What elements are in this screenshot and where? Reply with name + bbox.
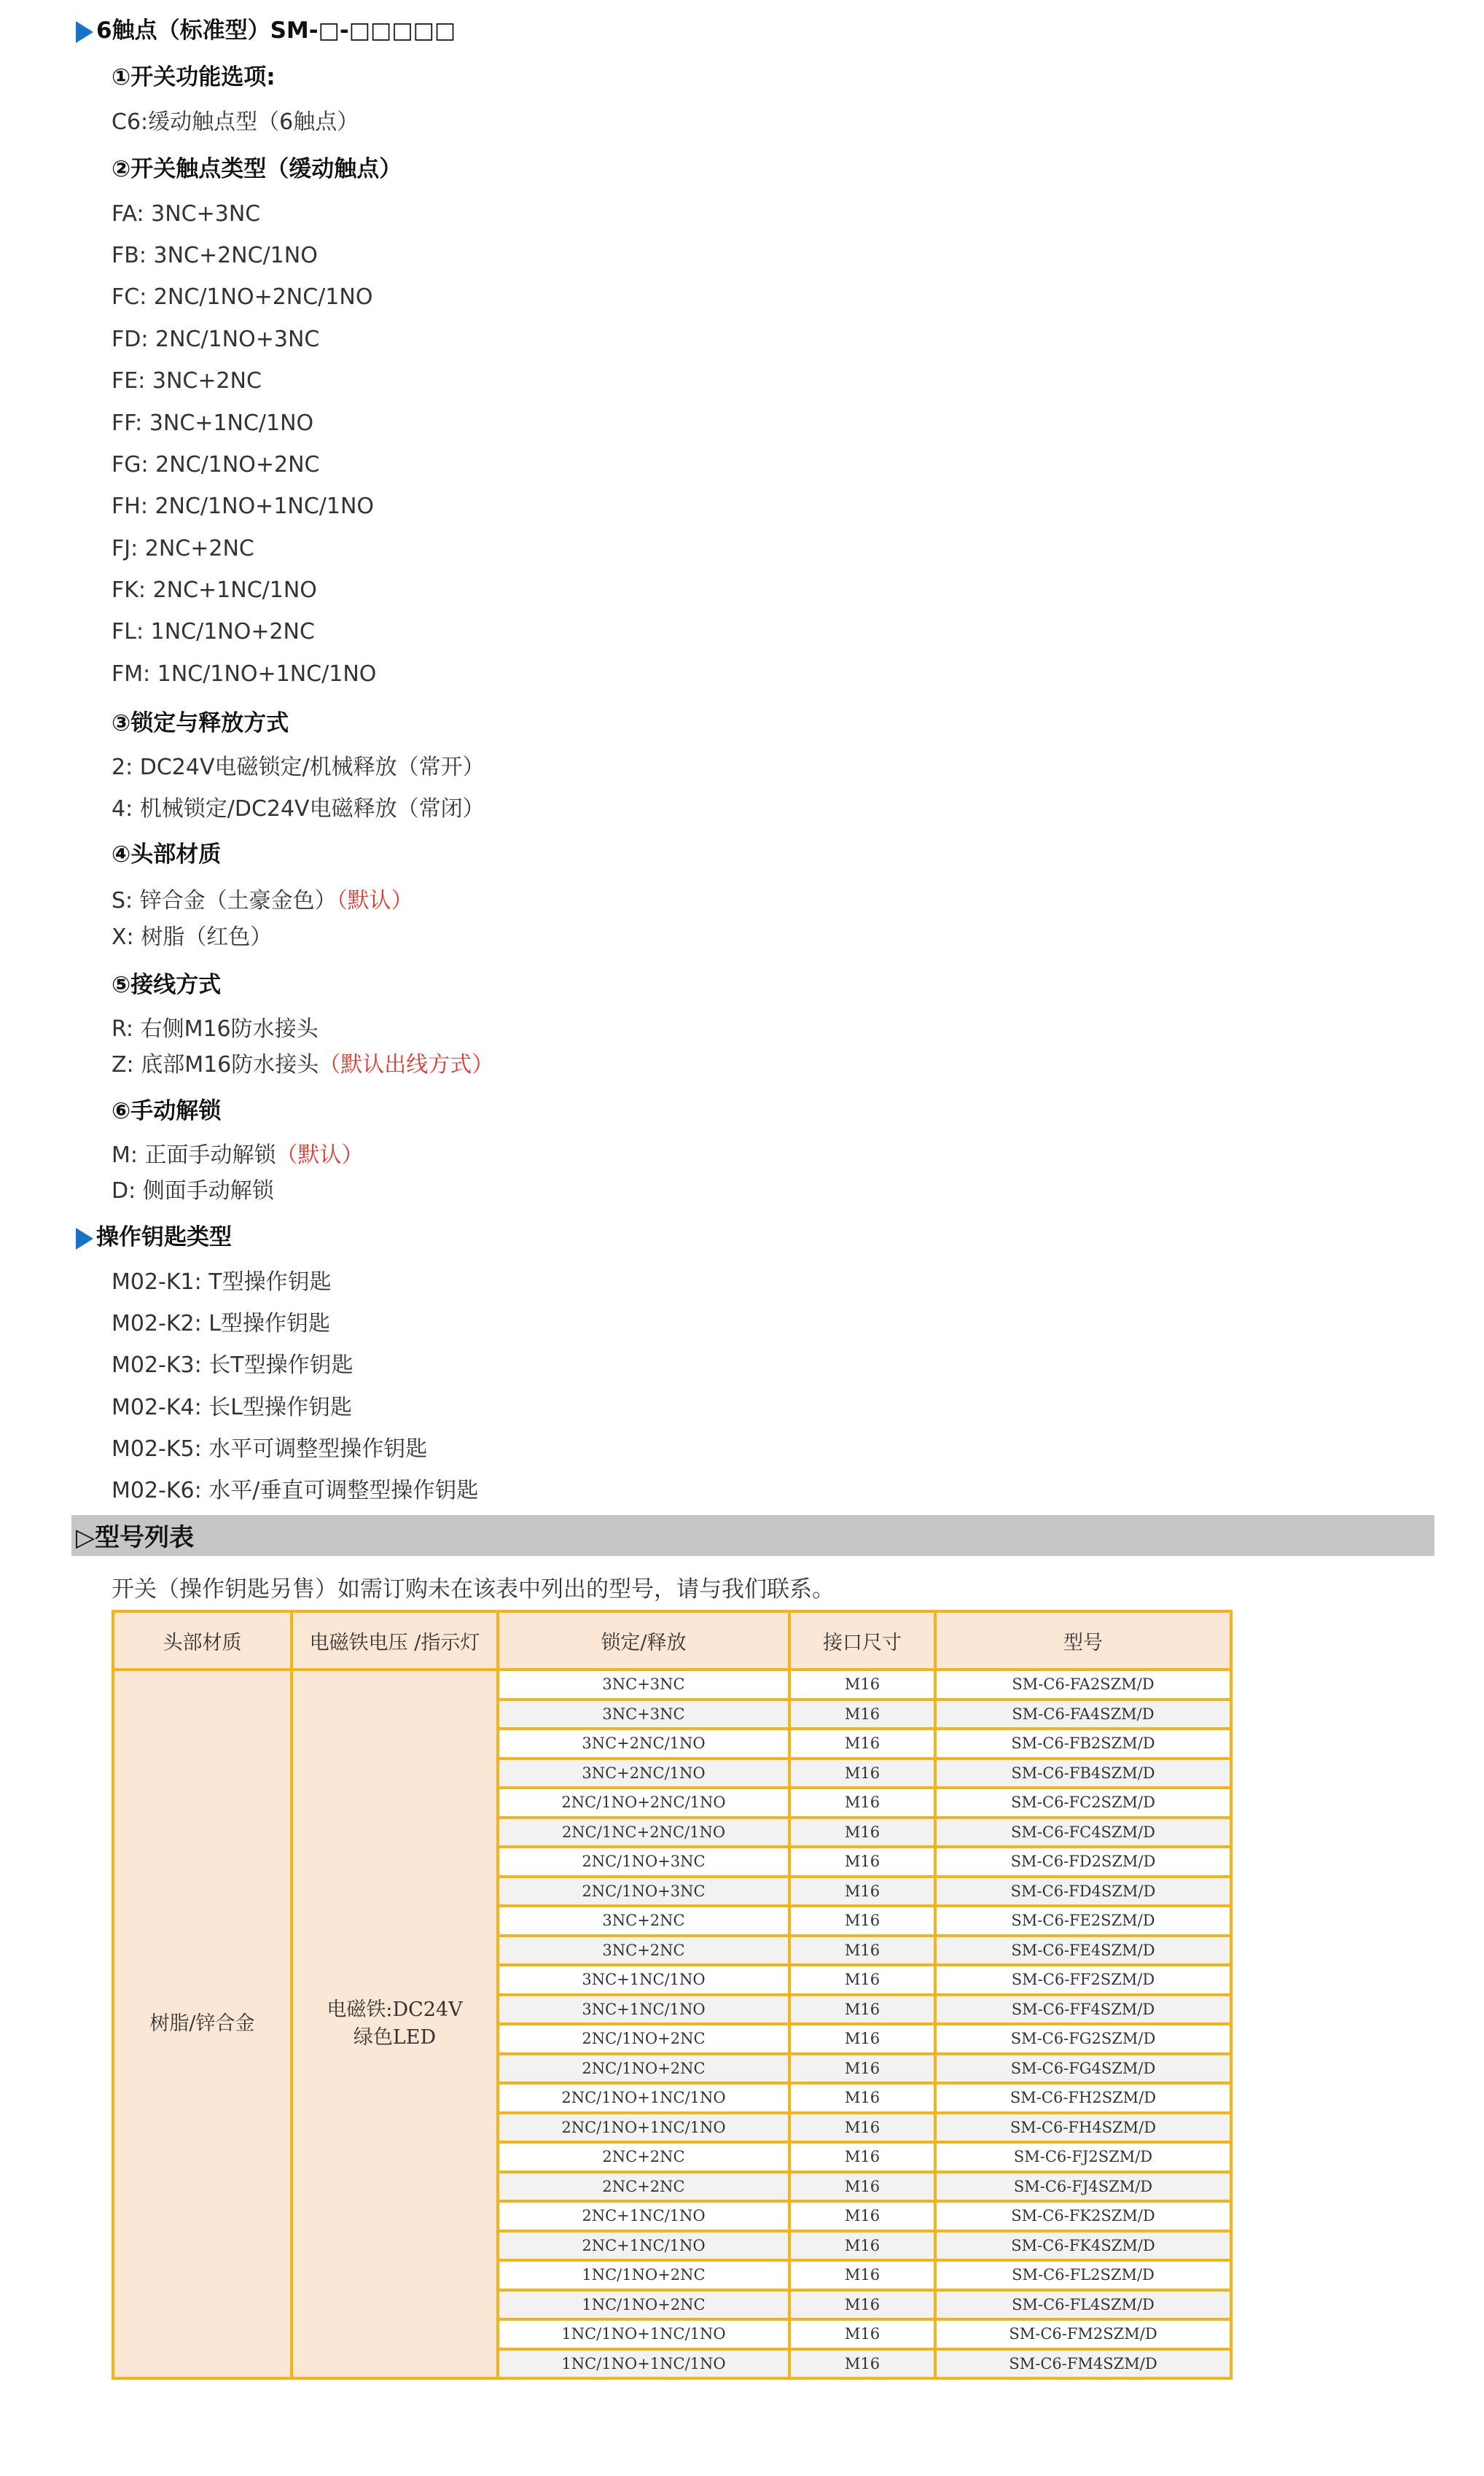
model-cell: SM-C6-FG4SZM/D	[935, 2054, 1231, 2084]
model-cell: SM-C6-FA4SZM/D	[935, 1700, 1231, 1729]
wiring-text: Z: 底部M16防水接头	[112, 1052, 319, 1078]
interface-size-cell: M16	[789, 2172, 935, 2202]
default-note: （默认出线方式）	[319, 1052, 494, 1078]
lock-release-cell: 2NC+2NC	[498, 2142, 789, 2172]
interface-size-cell: M16	[789, 2113, 935, 2143]
contact-type-item: FG: 2NC/1NO+2NC	[112, 452, 320, 478]
model-cell: SM-C6-FB4SZM/D	[935, 1759, 1231, 1788]
model-cell: SM-C6-FE4SZM/D	[935, 1936, 1231, 1966]
interface-size-cell: M16	[789, 2231, 935, 2261]
interface-size-cell: M16	[789, 1936, 935, 1966]
lock-release-cell: 1NC/1NO+2NC	[498, 2290, 789, 2320]
voltage-cell-line: 电磁铁:DC24V	[327, 1998, 463, 2021]
contact-type-item: FJ: 2NC+2NC	[112, 536, 254, 561]
switch-function-item: C6:缓动触点型（6触点）	[112, 109, 359, 135]
head-material-item	[112, 882, 413, 914]
key-type-item: M02-K2: L型操作钥匙	[112, 1311, 330, 1336]
contact-type-item: FF: 3NC+1NC/1NO	[112, 410, 314, 436]
interface-size-cell: M16	[789, 1847, 935, 1877]
lock-release-cell: 2NC/1NO+2NC/1NO	[498, 1788, 789, 1818]
contact-type-item: FB: 3NC+2NC/1NO	[112, 243, 318, 268]
table-row	[113, 1670, 1231, 1700]
model-list-band	[71, 1515, 1434, 1556]
lock-release-cell: 2NC/1NO+1NC/1NO	[498, 2113, 789, 2143]
contact-type-item: FM: 1NC/1NO+1NC/1NO	[112, 661, 377, 687]
voltage-cell	[292, 1670, 498, 2378]
lock-release-cell: 2NC/1NO+3NC	[498, 1847, 789, 1877]
interface-size-cell: M16	[789, 2349, 935, 2379]
wiring-item	[112, 1046, 493, 1078]
model-cell: SM-C6-FF4SZM/D	[935, 1995, 1231, 2025]
lock-release-cell: 3NC+3NC	[498, 1700, 789, 1729]
interface-size-cell: M16	[789, 1759, 935, 1788]
contact-type-item: FC: 2NC/1NO+2NC/1NO	[112, 284, 373, 310]
section-title-text: 6触点（标准型）SM-□-□□□□□	[96, 17, 456, 44]
model-cell: SM-C6-FD2SZM/D	[935, 1847, 1231, 1877]
interface-size-cell: M16	[789, 1877, 935, 1907]
lock-release-cell: 2NC/1NC+2NC/1NO	[498, 1818, 789, 1848]
manual-unlock-item	[112, 1172, 274, 1204]
contact-type-item: FE: 3NC+2NC	[112, 368, 262, 394]
lock-release-cell: 3NC+1NC/1NO	[498, 1995, 789, 2025]
model-cell: SM-C6-FG2SZM/D	[935, 2024, 1231, 2054]
table-body	[113, 1670, 1231, 2378]
header-head-material: 头部材质	[113, 1611, 292, 1670]
interface-size-cell: M16	[789, 1670, 935, 1700]
head-material-text: S: 锌合金（土豪金色）	[112, 888, 337, 914]
section-title-text: 操作钥匙类型	[96, 1224, 232, 1250]
lock-release-cell: 3NC+2NC	[498, 1936, 789, 1966]
lock-release-cell: 3NC+3NC	[498, 1670, 789, 1700]
default-note: （默认）	[336, 888, 413, 914]
interface-size-cell: M16	[789, 2054, 935, 2084]
model-cell: SM-C6-FF2SZM/D	[935, 1965, 1231, 1995]
heading-manual-unlock: ⑥手动解锁	[112, 1098, 222, 1124]
model-cell: SM-C6-FL2SZM/D	[935, 2260, 1231, 2290]
interface-size-cell: M16	[789, 1818, 935, 1848]
interface-size-cell: M16	[789, 2290, 935, 2320]
interface-size-cell: M16	[789, 1788, 935, 1818]
heading-contact-type: ②开关触点类型（缓动触点）	[112, 156, 402, 182]
model-cell: SM-C6-FE2SZM/D	[935, 1906, 1231, 1936]
interface-size-cell: M16	[789, 2260, 935, 2290]
header-voltage-indicator: 电磁铁电压 /指示灯	[292, 1611, 498, 1670]
model-cell: SM-C6-FK2SZM/D	[935, 2201, 1231, 2231]
model-cell: SM-C6-FM2SZM/D	[935, 2319, 1231, 2349]
indicator-cell-line: 绿色LED	[353, 2026, 437, 2049]
contact-type-item: FK: 2NC+1NC/1NO	[112, 577, 317, 603]
interface-size-cell: M16	[789, 2142, 935, 2172]
blue-triangle-icon	[76, 1228, 93, 1250]
heading-head-material: ④头部材质	[112, 841, 222, 868]
lock-release-cell: 2NC/1NO+2NC	[498, 2054, 789, 2084]
lock-release-cell: 2NC/1NO+3NC	[498, 1877, 789, 1907]
key-type-item: M02-K6: 水平/垂直可调整型操作钥匙	[112, 1478, 479, 1503]
header-interface-size: 接口尺寸	[789, 1611, 935, 1670]
model-cell: SM-C6-FA2SZM/D	[935, 1670, 1231, 1700]
section-title-six-contacts	[76, 12, 456, 44]
model-list-note: 开关（操作钥匙另售）如需订购未在该表中列出的型号，请与我们联系。	[112, 1576, 835, 1603]
key-type-item: M02-K5: 水平可调整型操作钥匙	[112, 1436, 428, 1462]
blue-triangle-icon	[76, 21, 93, 43]
model-cell: SM-C6-FK4SZM/D	[935, 2231, 1231, 2261]
lock-release-cell: 1NC/1NO+2NC	[498, 2260, 789, 2290]
interface-size-cell: M16	[789, 1906, 935, 1936]
lock-release-cell: 3NC+2NC	[498, 1906, 789, 1936]
wiring-text: R: 右侧M16防水接头	[112, 1016, 319, 1042]
lock-release-cell: 3NC+1NC/1NO	[498, 1965, 789, 1995]
model-cell: SM-C6-FD4SZM/D	[935, 1877, 1231, 1907]
key-type-item: M02-K3: 长T型操作钥匙	[112, 1352, 354, 1378]
model-cell: SM-C6-FH4SZM/D	[935, 2113, 1231, 2143]
model-table	[112, 1610, 1233, 2380]
section-title-key-types	[76, 1218, 232, 1251]
interface-size-cell: M16	[789, 1700, 935, 1729]
heading-wiring: ⑤接线方式	[112, 972, 222, 998]
model-cell: SM-C6-FJ4SZM/D	[935, 2172, 1231, 2202]
head-material-cell: 树脂/锌合金	[113, 1670, 292, 2378]
model-cell: SM-C6-FC2SZM/D	[935, 1788, 1231, 1818]
interface-size-cell: M16	[789, 1965, 935, 1995]
interface-size-cell: M16	[789, 1729, 935, 1759]
lock-release-item: 2: DC24V电磁锁定/机械释放（常开）	[112, 755, 485, 780]
lock-release-cell: 2NC/1NO+2NC	[498, 2024, 789, 2054]
model-cell: SM-C6-FC4SZM/D	[935, 1818, 1231, 1848]
lock-release-cell: 1NC/1NO+1NC/1NO	[498, 2349, 789, 2379]
lock-release-item: 4: 机械锁定/DC24V电磁释放（常闭）	[112, 796, 485, 822]
manual-unlock-text: D: 侧面手动解锁	[112, 1178, 274, 1204]
lock-release-cell: 3NC+2NC/1NO	[498, 1759, 789, 1788]
heading-switch-function: ①开关功能选项:	[112, 64, 276, 90]
wiring-item	[112, 1011, 319, 1043]
contact-type-item: FD: 2NC/1NO+3NC	[112, 327, 320, 352]
contact-type-item: FH: 2NC/1NO+1NC/1NO	[112, 494, 375, 519]
lock-release-cell: 2NC+1NC/1NO	[498, 2231, 789, 2261]
contact-type-item: FL: 1NC/1NO+2NC	[112, 619, 315, 645]
lock-release-cell: 1NC/1NO+1NC/1NO	[498, 2319, 789, 2349]
key-type-item: M02-K1: T型操作钥匙	[112, 1269, 332, 1295]
model-cell: SM-C6-FM4SZM/D	[935, 2349, 1231, 2379]
model-cell: SM-C6-FH2SZM/D	[935, 2083, 1231, 2113]
manual-unlock-item	[112, 1137, 364, 1169]
model-list-title: ▷型号列表	[76, 1523, 195, 1552]
header-model: 型号	[935, 1611, 1231, 1670]
lock-release-cell: 2NC+1NC/1NO	[498, 2201, 789, 2231]
model-cell: SM-C6-FJ2SZM/D	[935, 2142, 1231, 2172]
contact-type-item: FA: 3NC+3NC	[112, 201, 261, 227]
key-type-item: M02-K4: 长L型操作钥匙	[112, 1395, 352, 1420]
table-header-row	[113, 1611, 1231, 1670]
head-material-item	[112, 919, 272, 951]
heading-lock-release: ③锁定与释放方式	[112, 710, 289, 736]
header-lock-release: 锁定/释放	[498, 1611, 789, 1670]
head-material-text: X: 树脂（红色）	[112, 924, 273, 950]
lock-release-cell: 2NC+2NC	[498, 2172, 789, 2202]
interface-size-cell: M16	[789, 2319, 935, 2349]
interface-size-cell: M16	[789, 2083, 935, 2113]
interface-size-cell: M16	[789, 1995, 935, 2025]
model-cell: SM-C6-FL4SZM/D	[935, 2290, 1231, 2320]
interface-size-cell: M16	[789, 2024, 935, 2054]
lock-release-cell: 2NC/1NO+1NC/1NO	[498, 2083, 789, 2113]
default-note: （默认）	[276, 1142, 364, 1168]
lock-release-cell: 3NC+2NC/1NO	[498, 1729, 789, 1759]
manual-unlock-text: M: 正面手动解锁	[112, 1142, 276, 1168]
interface-size-cell: M16	[789, 2201, 935, 2231]
model-cell: SM-C6-FB2SZM/D	[935, 1729, 1231, 1759]
